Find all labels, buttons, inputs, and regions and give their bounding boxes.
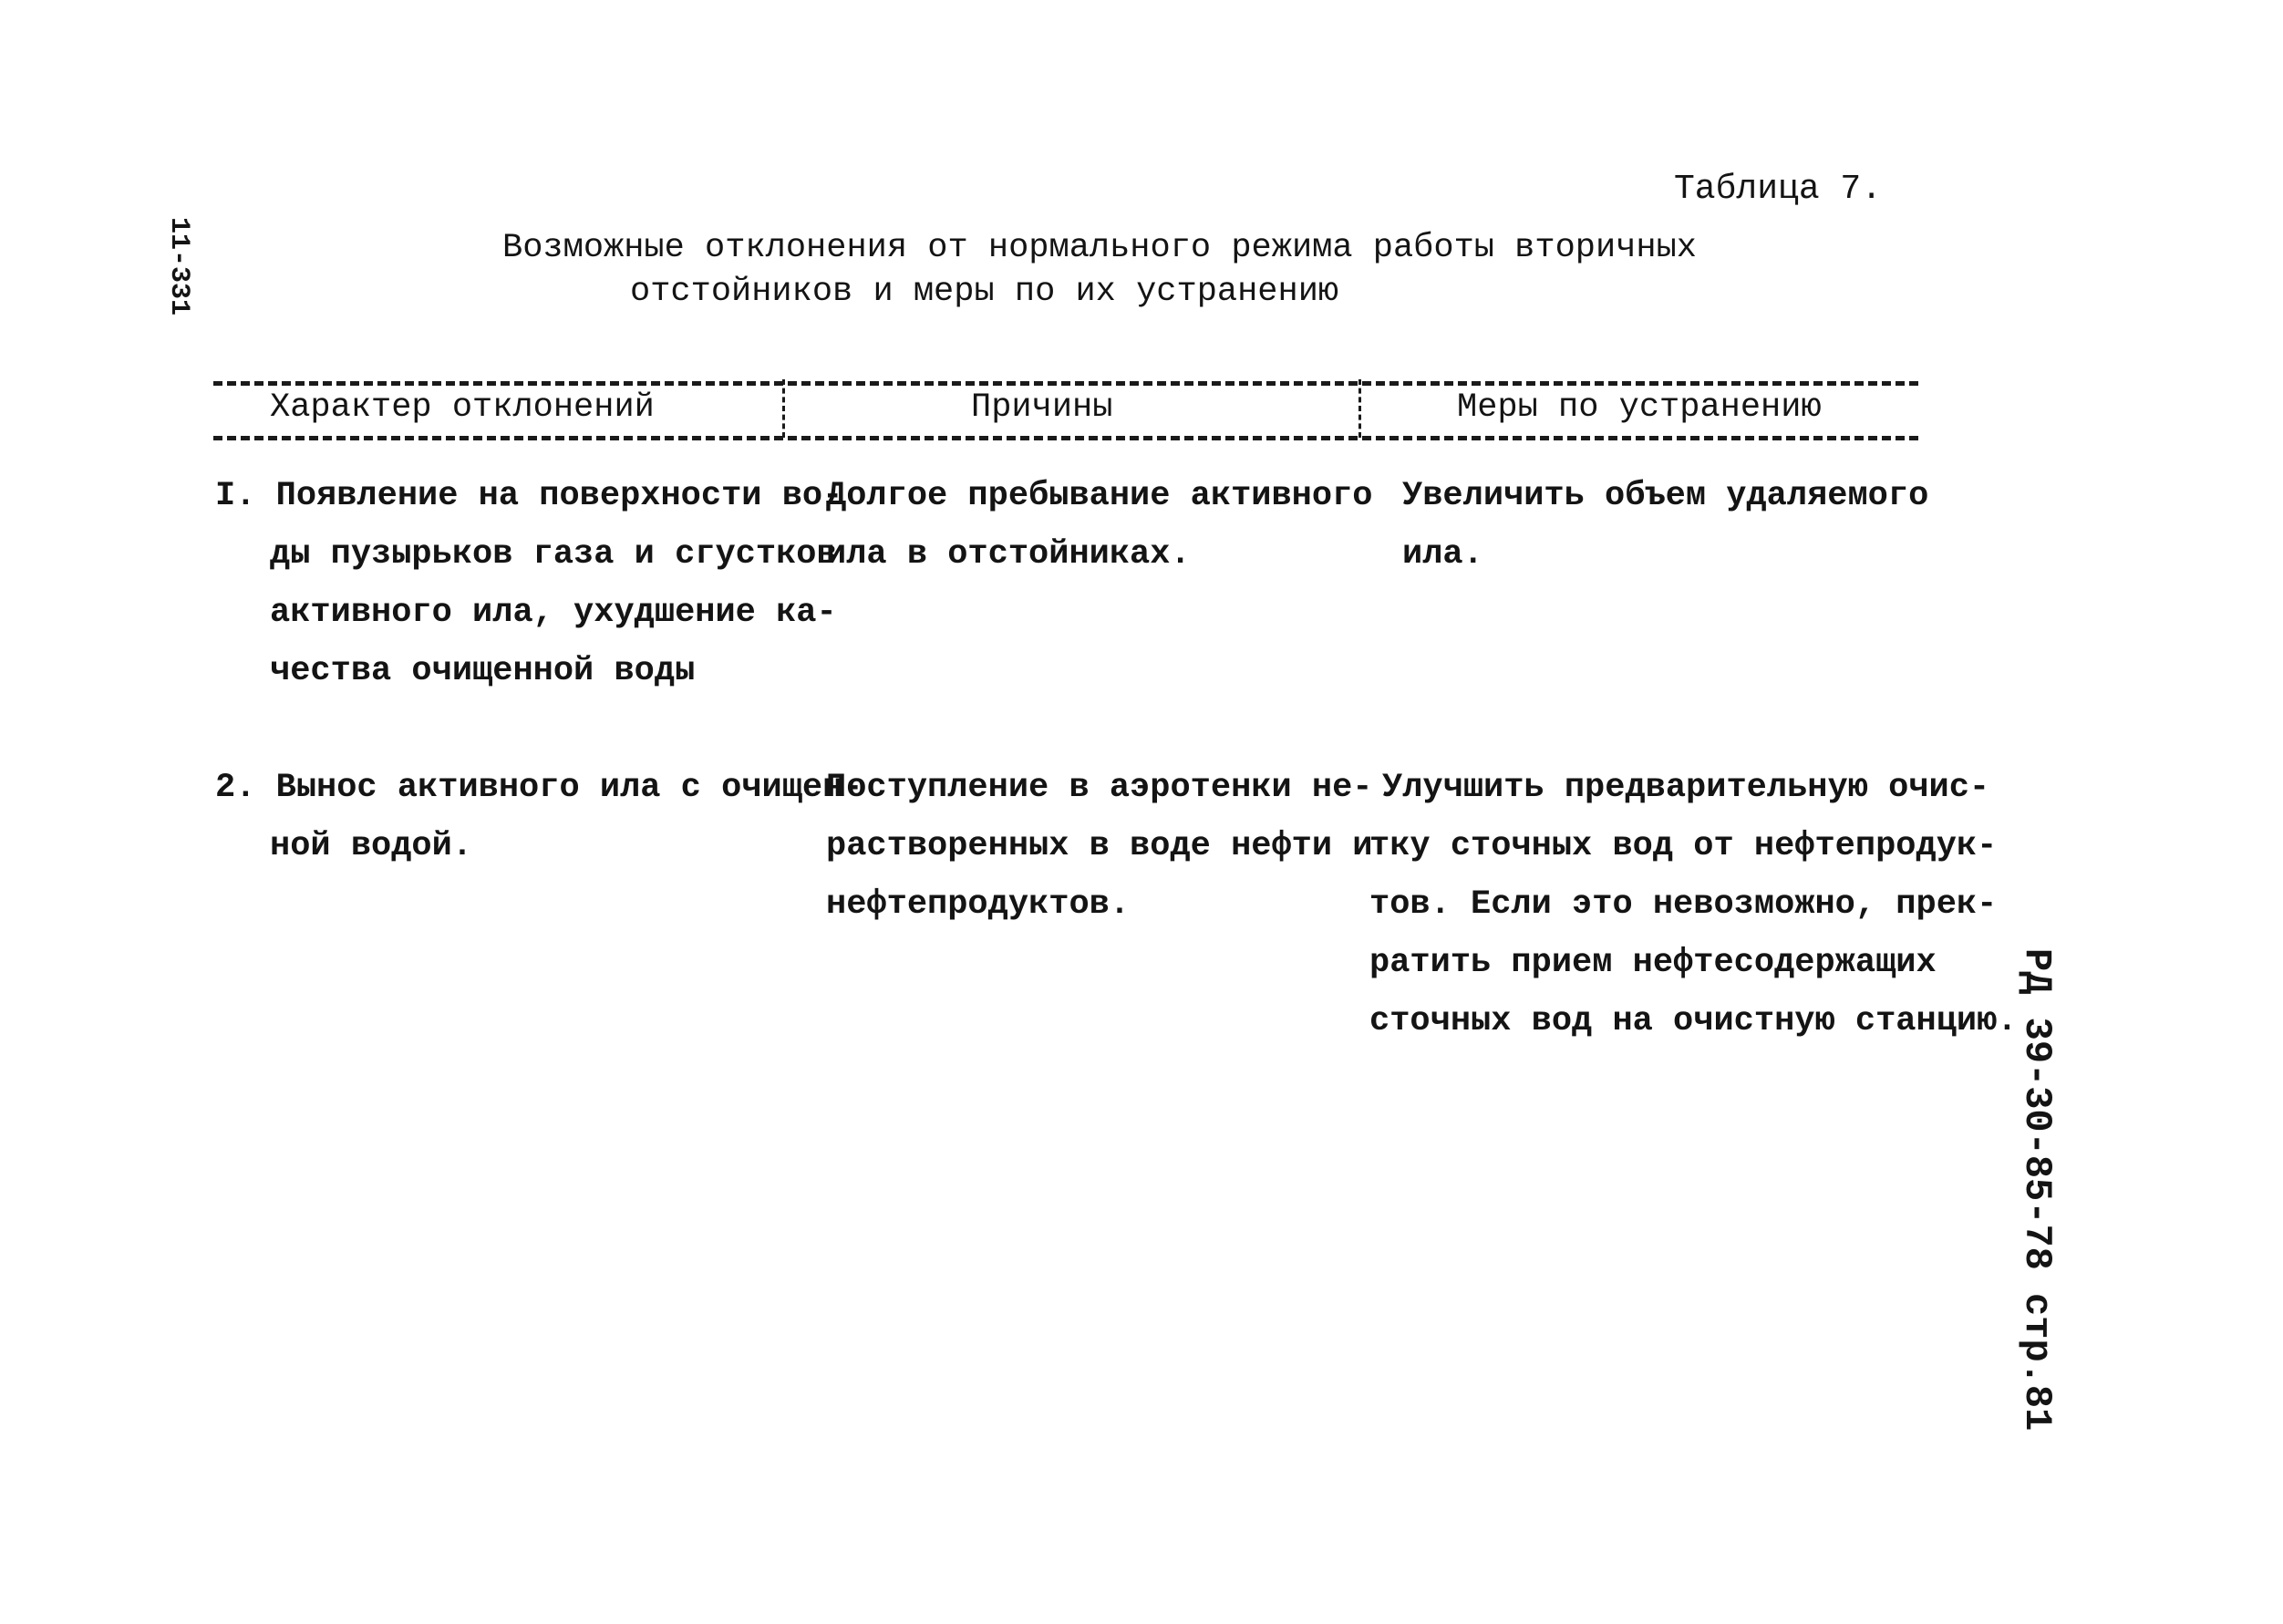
column-header-measures: Меры по устранению xyxy=(1457,388,1822,427)
column-header-causes: Причины xyxy=(971,388,1113,427)
row-2-measure-line-5: сточных вод на очистную станцию. xyxy=(1369,1002,2018,1040)
header-top-rule xyxy=(213,381,1918,386)
row-2-cause-line-2: растворенных в воде нефти и xyxy=(826,827,1373,865)
row-1-deviation-line-4: чества очищенной воды xyxy=(270,652,696,690)
row-2-measure-line-1: Улучшить предварительную очис- xyxy=(1382,769,1990,807)
header-divider-2 xyxy=(1358,379,1361,438)
column-header-deviation: Характер отклонений xyxy=(270,388,655,427)
row-2-measure-line-4: ратить прием нефтесодержащих xyxy=(1369,944,1937,982)
header-divider-1 xyxy=(782,379,785,438)
row-1-cause-line-1: Долгое пребывание активного xyxy=(826,477,1373,515)
row-2-measure-line-3: тов. Если это невозможно, прек- xyxy=(1369,885,1998,924)
row-2-cause-line-3: нефтепродуктов. xyxy=(826,885,1131,924)
row-2-cause-line-1: Поступление в аэротенки не- xyxy=(826,769,1373,807)
row-1-deviation-line-1: I. Появление на поверхности во- xyxy=(215,477,843,515)
table-title-line-2: отстойников и меры по их устранению xyxy=(630,273,1339,311)
row-1-measure-line-1: Увеличить объем удаляемого xyxy=(1402,477,1929,515)
margin-number: 11-331 xyxy=(163,217,194,316)
row-2-deviation-line-1: 2. Вынос активного ила с очищен- xyxy=(215,769,863,807)
header-bottom-rule xyxy=(213,436,1918,440)
row-2-deviation-line-2: ной водой. xyxy=(270,827,473,865)
document-code: РД 39-30-85-78 стр.81 xyxy=(2015,948,2059,1432)
table-title-line-1: Возможные отклонения от нормального режима работы вторичных xyxy=(502,229,1698,267)
row-1-cause-line-2: ила в отстойниках. xyxy=(826,535,1191,574)
row-1-measure-line-2: ила. xyxy=(1402,535,1483,574)
table-label: Таблица 7. xyxy=(1674,170,1883,209)
row-1-deviation-line-2: ды пузырьков газа и сгустков xyxy=(270,535,837,574)
row-2-measure-line-2: тку сточных вод от нефтепродук- xyxy=(1369,827,1998,865)
row-1-deviation-line-3: активного ила, ухудшение ка- xyxy=(270,594,837,632)
